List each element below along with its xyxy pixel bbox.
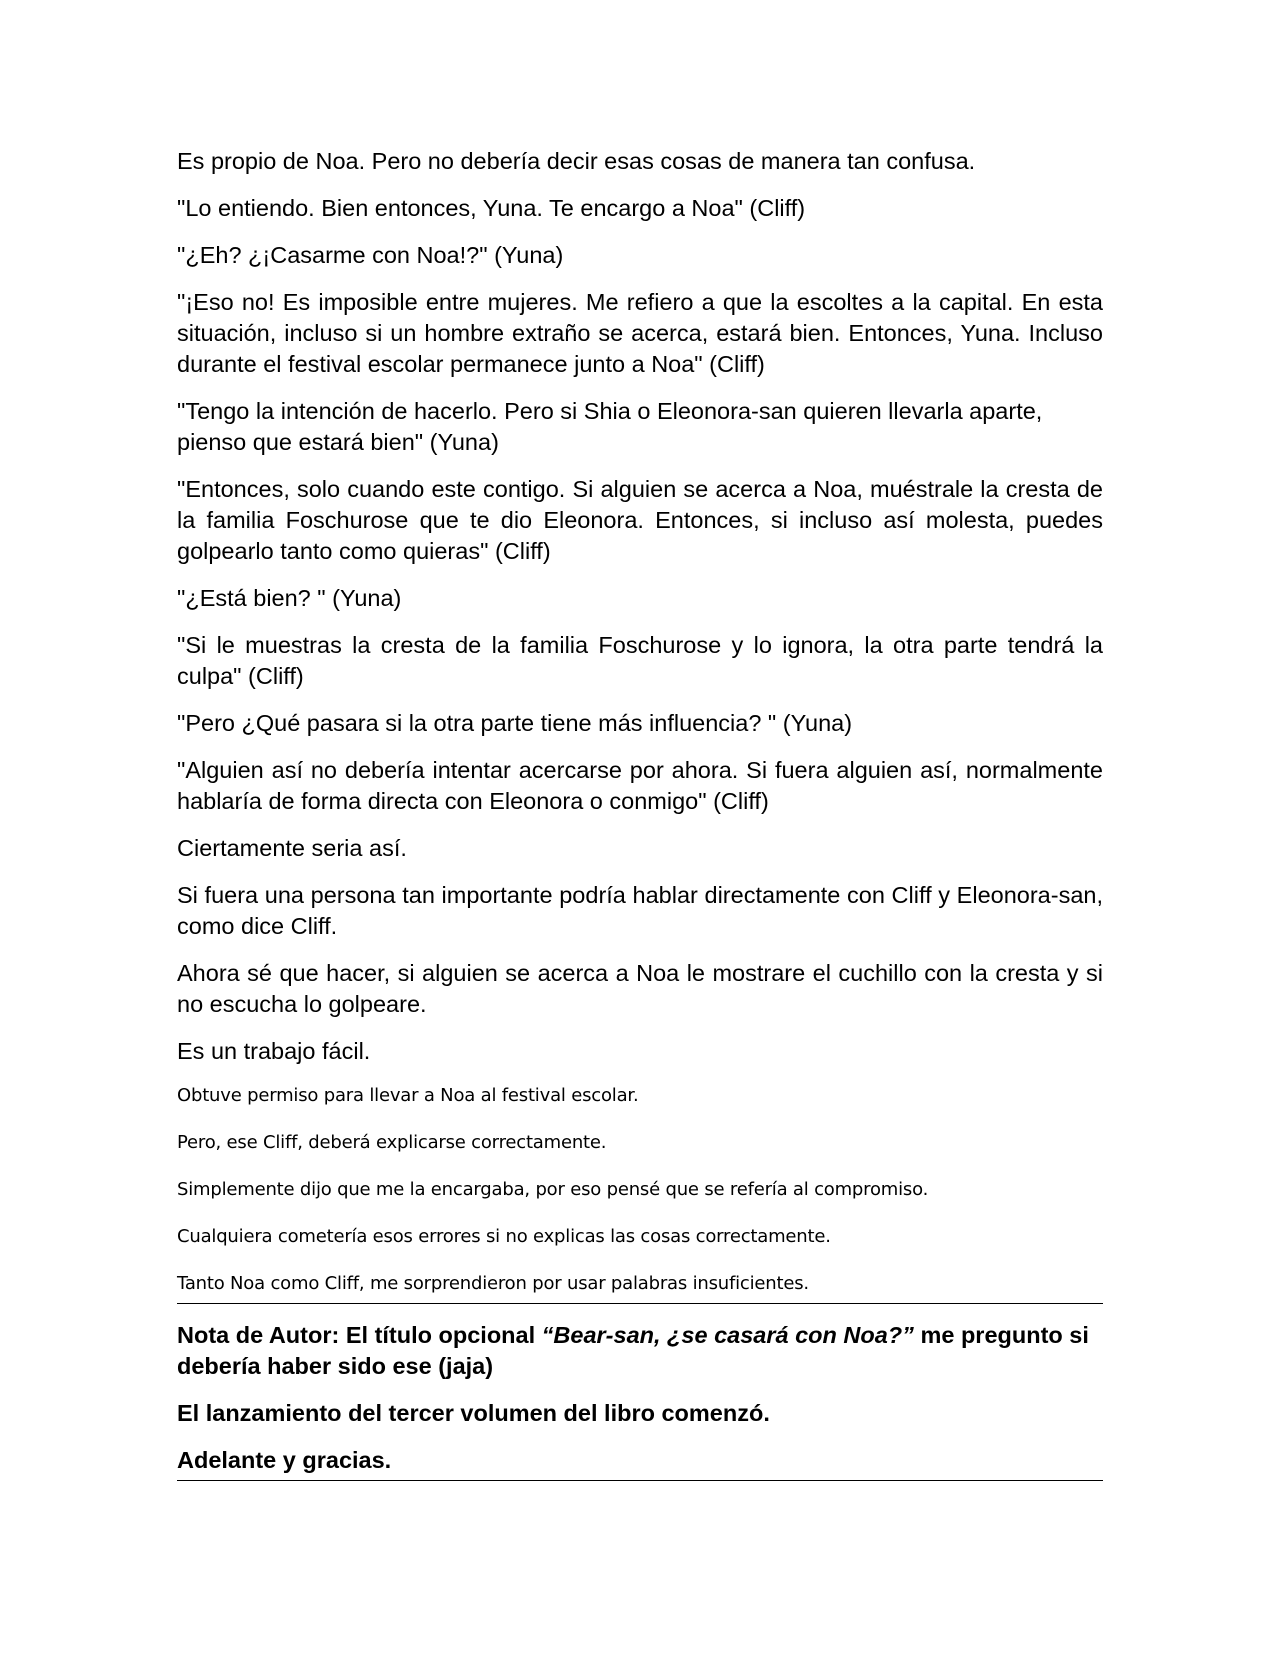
paragraph: Si fuera una persona tan importante podría hablar directamente con Cliff y Eleonora-san, como dice Cliff. — [177, 882, 1103, 939]
paragraph: "Pero ¿Qué pasara si la otra parte tiene más influencia? " (Yuna) — [177, 710, 853, 736]
top-divider — [177, 1303, 1103, 1304]
small-paragraph: Pero, ese Cliff, deberá explicarse correctamente. — [177, 1132, 607, 1153]
paragraph: "Tengo la intención de hacerlo. Pero si Shia o Eleonora-san quieren llevarla aparte, pienso que estará bien" (Yuna) — [177, 398, 1043, 455]
paragraph: Ahora sé que hacer, si alguien se acerca a Noa le mostrare el cuchillo con la cresta y si no escucha lo golpeare. — [177, 960, 1103, 1017]
author-note-prefix: Nota de Autor: El título opcional — [177, 1322, 542, 1348]
paragraph: "Si le muestras la cresta de la familia Foschurose y lo ignora, la otra parte tendrá la culpa" (Cliff) — [177, 632, 1103, 689]
paragraph: "Entonces, solo cuando este contigo. Si alguien se acerca a Noa, muéstrale la cresta de la familia Foschurose que te dio Eleonora. Entonces, si incluso así molesta, puedes golpearlo tanto como quieras" (Cliff) — [177, 476, 1103, 564]
author-note-line: Adelante y gracias. — [177, 1447, 392, 1473]
small-paragraph: Obtuve permiso para llevar a Noa al festival escolar. — [177, 1085, 639, 1106]
author-note-title: “Bear-san, ¿se casará con Noa?” — [541, 1322, 914, 1348]
paragraph: "¡Eso no! Es imposible entre mujeres. Me refiero a que la escoltes a la capital. En esta situación, incluso si un hombre extraño se acerca, estará bien. Entonces, Yuna. Incluso durante el festival escolar permanece junto a Noa" (Cliff) — [177, 289, 1103, 377]
paragraph: Ciertamente seria así. — [177, 835, 407, 861]
bottom-divider — [177, 1480, 1103, 1481]
author-note-line: El lanzamiento del tercer volumen del libro comenzó. — [177, 1400, 770, 1426]
paragraph: "¿Está bien? " (Yuna) — [177, 585, 402, 611]
author-note-suffix: me pregunto si debería haber sido ese (jaja) — [177, 1322, 1089, 1379]
document-page — [177, 146, 1103, 1481]
small-paragraph: Cualquiera cometería esos errores si no explicas las cosas correctamente. — [177, 1226, 831, 1247]
paragraph: Es un trabajo fácil. — [177, 1038, 371, 1064]
author-note — [177, 1320, 1103, 1382]
paragraph: "¿Eh? ¿¡Casarme con Noa!?" (Yuna) — [177, 242, 564, 268]
small-paragraph: Simplemente dijo que me la encargaba, por eso pensé que se refería al compromiso. — [177, 1179, 929, 1200]
paragraph: "Alguien así no debería intentar acercarse por ahora. Si fuera alguien así, normalmente hablaría de forma directa con Eleonora o conmigo" (Cliff) — [177, 757, 1103, 814]
paragraph: "Lo entiendo. Bien entonces, Yuna. Te encargo a Noa" (Cliff) — [177, 195, 806, 221]
small-paragraph: Tanto Noa como Cliff, me sorprendieron por usar palabras insuficientes. — [177, 1273, 809, 1294]
paragraph: Es propio de Noa. Pero no debería decir esas cosas de manera tan confusa. — [177, 148, 976, 174]
